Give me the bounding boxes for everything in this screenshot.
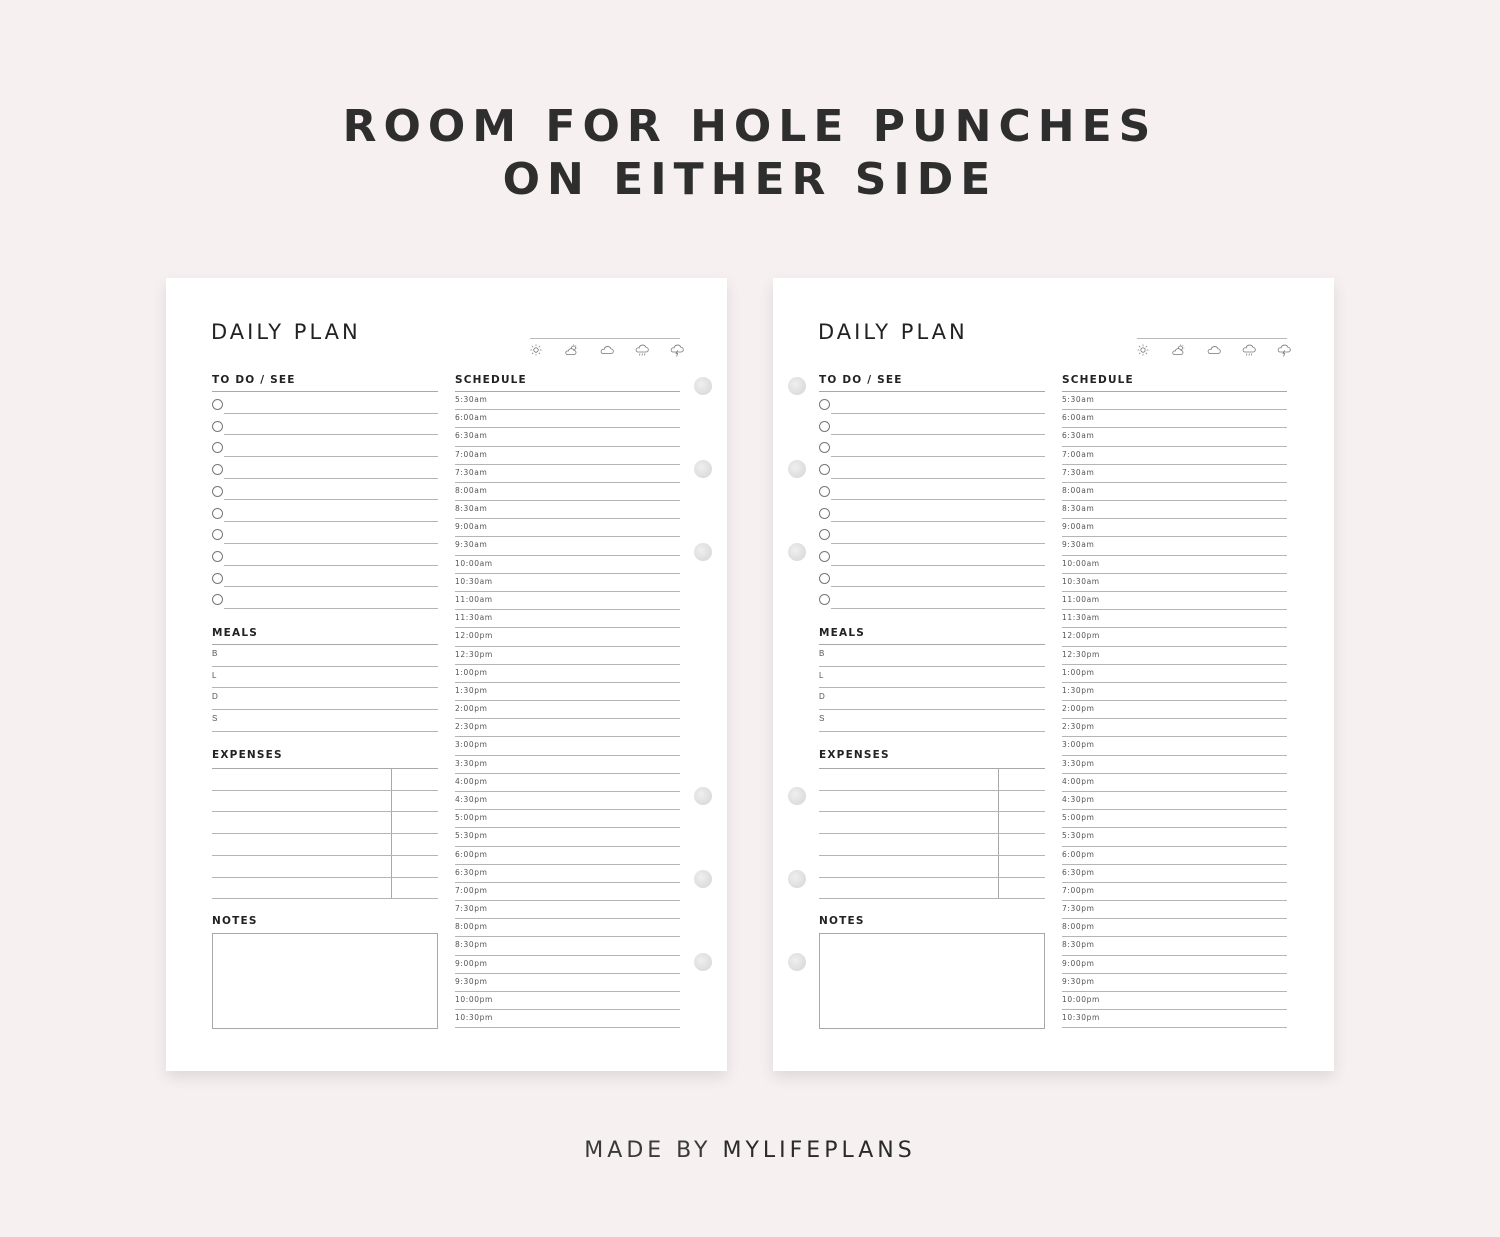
- todo-line[interactable]: [831, 479, 1045, 501]
- schedule-slot[interactable]: [455, 974, 680, 992]
- schedule-slot[interactable]: [455, 719, 680, 737]
- headline-line-2: ON EITHER SIDE: [502, 154, 998, 205]
- expense-line: [212, 877, 438, 878]
- meal-letter: D: [212, 692, 219, 702]
- schedule-time: 7:00am: [1062, 449, 1095, 459]
- schedule-slot[interactable]: [1062, 756, 1287, 774]
- todo-checkbox[interactable]: [212, 464, 223, 475]
- todo-checkbox[interactable]: [819, 486, 830, 497]
- schedule-slot[interactable]: [1062, 792, 1287, 810]
- schedule-time: 2:00pm: [455, 704, 488, 714]
- schedule-slot[interactable]: [1062, 919, 1287, 937]
- schedule-slot[interactable]: [1062, 774, 1287, 792]
- schedule-time: 7:30pm: [1062, 904, 1095, 914]
- todo-line[interactable]: [831, 414, 1045, 436]
- weather-row: [1137, 338, 1287, 357]
- schedule-slot[interactable]: [1062, 610, 1287, 628]
- schedule-time: 7:30pm: [455, 904, 488, 914]
- schedule-time: 6:00am: [455, 413, 488, 423]
- punch-hole: [694, 543, 712, 561]
- schedule-slot[interactable]: [455, 574, 680, 592]
- schedule-slot[interactable]: [455, 901, 680, 919]
- punch-hole: [694, 787, 712, 805]
- schedule-time: 9:30pm: [1062, 976, 1095, 986]
- todo-checkbox[interactable]: [819, 442, 830, 453]
- todo-checkbox[interactable]: [212, 421, 223, 432]
- schedule-time: 11:00am: [1062, 594, 1100, 604]
- schedule-time: 7:00pm: [1062, 885, 1095, 895]
- todo-line[interactable]: [831, 392, 1045, 414]
- schedule-time: 5:00pm: [1062, 813, 1095, 823]
- todo-checkbox[interactable]: [212, 399, 223, 410]
- notes-box[interactable]: [212, 933, 438, 1029]
- schedule-slot[interactable]: [1062, 883, 1287, 901]
- schedule-slot[interactable]: [455, 701, 680, 719]
- schedule-slot[interactable]: [455, 956, 680, 974]
- schedule-slot[interactable]: [1062, 865, 1287, 883]
- schedule-time: 7:00am: [455, 449, 488, 459]
- schedule-time: 6:30pm: [455, 867, 488, 877]
- todo-line[interactable]: [224, 392, 438, 414]
- schedule-slot[interactable]: [455, 737, 680, 755]
- schedule-time: 6:30am: [1062, 431, 1095, 441]
- punch-hole: [788, 543, 806, 561]
- schedule-slot[interactable]: [1062, 647, 1287, 665]
- todo-checkbox[interactable]: [819, 508, 830, 519]
- schedule-slot[interactable]: [455, 519, 680, 537]
- schedule-time: 7:00pm: [455, 885, 488, 895]
- meal-letter: D: [819, 692, 826, 702]
- schedule-time: 8:00am: [1062, 485, 1095, 495]
- todo-label: TO DO / SEE: [819, 374, 903, 386]
- schedule-slot[interactable]: [1062, 810, 1287, 828]
- todo-checkbox[interactable]: [819, 594, 830, 605]
- schedule-time: 11:30am: [1062, 613, 1100, 623]
- schedule-time: 8:00pm: [1062, 922, 1095, 932]
- schedule-time: 12:30pm: [1062, 649, 1100, 659]
- schedule-slot[interactable]: [455, 628, 680, 646]
- meal-row[interactable]: [212, 688, 438, 710]
- schedule-slot[interactable]: [455, 501, 680, 519]
- schedule-time: 4:00pm: [455, 776, 488, 786]
- todo-line[interactable]: [831, 501, 1045, 523]
- todo-line[interactable]: [831, 587, 1045, 609]
- meal-letter: S: [819, 714, 825, 724]
- todo-line[interactable]: [224, 587, 438, 609]
- meal-row[interactable]: [212, 645, 438, 667]
- schedule-slot[interactable]: [455, 610, 680, 628]
- schedule-time: 7:30am: [1062, 467, 1095, 477]
- footer-brand: MYLIFEPLANS: [722, 1138, 916, 1163]
- schedule-slot[interactable]: [1062, 937, 1287, 955]
- todo-checkbox[interactable]: [819, 551, 830, 562]
- schedule-time: 9:30pm: [455, 976, 488, 986]
- schedule-slot[interactable]: [1062, 501, 1287, 519]
- schedule-time: 9:30am: [455, 540, 488, 550]
- schedule-time: 10:00am: [455, 558, 493, 568]
- todo-line[interactable]: [831, 566, 1045, 588]
- schedule-time: 5:30am: [455, 395, 488, 404]
- expenses-table: [212, 768, 438, 898]
- schedule-time: 3:30pm: [1062, 758, 1095, 768]
- notes-label: NOTES: [819, 915, 865, 927]
- schedule-slot[interactable]: [455, 847, 680, 865]
- schedule-time: 5:30pm: [1062, 831, 1095, 841]
- schedule-slot[interactable]: [455, 665, 680, 683]
- schedule-time: 6:30pm: [1062, 867, 1095, 877]
- todo-checkbox[interactable]: [212, 594, 223, 605]
- meals-label: MEALS: [212, 627, 259, 639]
- schedule-label: SCHEDULE: [1062, 374, 1134, 386]
- schedule-time: 8:30am: [1062, 504, 1095, 514]
- schedule-slot[interactable]: [1062, 1010, 1287, 1028]
- schedule-time: 10:00am: [1062, 558, 1100, 568]
- meal-letter: B: [819, 649, 825, 658]
- schedule-slot[interactable]: [455, 810, 680, 828]
- page-title: DAILY PLAN: [211, 320, 361, 344]
- schedule-time: 6:00am: [1062, 413, 1095, 423]
- schedule-time: 8:30am: [455, 504, 488, 514]
- expense-line: [819, 833, 1045, 834]
- todo-line[interactable]: [831, 544, 1045, 566]
- schedule-slot[interactable]: [455, 865, 680, 883]
- expense-line: [212, 855, 438, 856]
- schedule-slot[interactable]: [1062, 956, 1287, 974]
- schedule-time: 2:30pm: [455, 722, 488, 732]
- schedule-slot[interactable]: [1062, 992, 1287, 1010]
- schedule-slot[interactable]: [1062, 465, 1287, 483]
- schedule-time: 10:00pm: [1062, 994, 1100, 1004]
- schedule-slot[interactable]: [455, 556, 680, 574]
- schedule-time: 8:00am: [455, 485, 488, 495]
- schedule-time: 8:30pm: [1062, 940, 1095, 950]
- schedule-time: 1:30pm: [1062, 685, 1095, 695]
- todo-line[interactable]: [224, 544, 438, 566]
- expense-line: [819, 811, 1045, 812]
- todo-checkbox[interactable]: [212, 508, 223, 519]
- schedule-time: 1:00pm: [455, 667, 488, 677]
- todo-checkbox[interactable]: [819, 464, 830, 475]
- todo-label: TO DO / SEE: [212, 374, 296, 386]
- expense-line: [212, 768, 438, 769]
- schedule-time: 12:00pm: [1062, 631, 1100, 641]
- schedule-time: 5:30pm: [455, 831, 488, 841]
- meal-letter: B: [212, 649, 218, 658]
- meal-letter: S: [212, 714, 218, 724]
- schedule-time: 6:00pm: [455, 849, 488, 859]
- headline-line-1: ROOM FOR HOLE PUNCHES: [342, 101, 1158, 152]
- todo-line[interactable]: [224, 435, 438, 457]
- todo-line[interactable]: [224, 457, 438, 479]
- schedule-time: 3:00pm: [1062, 740, 1095, 750]
- schedule-time: 9:00am: [455, 522, 488, 532]
- todo-checkbox[interactable]: [212, 551, 223, 562]
- todo-line[interactable]: [831, 457, 1045, 479]
- headline: [0, 100, 1500, 206]
- schedule-slot[interactable]: [455, 792, 680, 810]
- footer-prefix: MADE BY: [584, 1138, 712, 1163]
- schedule-slot[interactable]: [1062, 556, 1287, 574]
- notes-box[interactable]: [819, 933, 1045, 1029]
- todo-checkbox[interactable]: [819, 573, 830, 584]
- schedule-slot[interactable]: [1062, 847, 1287, 865]
- schedule-slot[interactable]: [1062, 737, 1287, 755]
- schedule-time: 9:30am: [1062, 540, 1095, 550]
- todo-checkbox[interactable]: [212, 486, 223, 497]
- punch-hole: [694, 953, 712, 971]
- punch-hole: [694, 377, 712, 395]
- schedule-slot[interactable]: [1062, 901, 1287, 919]
- schedule-time: 1:00pm: [1062, 667, 1095, 677]
- schedule-slot[interactable]: [1062, 447, 1287, 465]
- todo-line[interactable]: [831, 522, 1045, 544]
- todo-checkbox[interactable]: [819, 421, 830, 432]
- punch-hole: [788, 787, 806, 805]
- meal-row[interactable]: [819, 710, 1045, 732]
- schedule-time: 9:00am: [1062, 522, 1095, 532]
- meal-letter: L: [819, 670, 824, 680]
- expense-line: [819, 877, 1045, 878]
- schedule-time: 5:30am: [1062, 395, 1095, 404]
- schedule-slot[interactable]: [1062, 574, 1287, 592]
- schedule-slot[interactable]: [455, 883, 680, 901]
- schedule-slot[interactable]: [455, 647, 680, 665]
- schedule-slot[interactable]: [1062, 428, 1287, 446]
- punch-hole: [694, 460, 712, 478]
- schedule-slot[interactable]: [455, 447, 680, 465]
- schedule-slot[interactable]: [1062, 483, 1287, 501]
- meal-row[interactable]: [212, 667, 438, 689]
- schedule-time: 10:30pm: [455, 1013, 493, 1023]
- schedule-time: 11:00am: [455, 594, 493, 604]
- todo-checkbox[interactable]: [819, 399, 830, 410]
- schedule-slot[interactable]: [455, 683, 680, 701]
- schedule-time: 1:30pm: [455, 685, 488, 695]
- schedule-slot[interactable]: [1062, 628, 1287, 646]
- schedule-time: 10:30pm: [1062, 1013, 1100, 1023]
- schedule-slot[interactable]: [1062, 537, 1287, 555]
- schedule-time: 10:30am: [1062, 576, 1100, 586]
- schedule-time: 12:00pm: [455, 631, 493, 641]
- todo-line[interactable]: [224, 522, 438, 544]
- schedule-time: 2:00pm: [1062, 704, 1095, 714]
- schedule-slot[interactable]: [1062, 701, 1287, 719]
- todo-line[interactable]: [224, 414, 438, 436]
- schedule-time: 10:30am: [455, 576, 493, 586]
- schedule-slot[interactable]: [1062, 683, 1287, 701]
- todo-line[interactable]: [224, 501, 438, 523]
- schedule-time: 2:30pm: [1062, 722, 1095, 732]
- punch-hole: [788, 953, 806, 971]
- schedule-time: 9:00pm: [1062, 958, 1095, 968]
- schedule-slot[interactable]: [1062, 392, 1287, 410]
- expense-line: [819, 855, 1045, 856]
- schedule-slot[interactable]: [455, 465, 680, 483]
- weather-row: [530, 338, 680, 357]
- planner-page-left: [166, 278, 727, 1071]
- expense-line: [212, 898, 438, 899]
- todo-checkbox[interactable]: [212, 529, 223, 540]
- punch-hole: [788, 377, 806, 395]
- schedule-slot[interactable]: [455, 428, 680, 446]
- schedule-slot[interactable]: [455, 483, 680, 501]
- schedule-time: 4:30pm: [455, 794, 488, 804]
- punch-hole: [694, 870, 712, 888]
- expenses-table: [819, 768, 1045, 898]
- schedule-slot[interactable]: [1062, 519, 1287, 537]
- todo-line[interactable]: [224, 566, 438, 588]
- schedule-time: 6:00pm: [1062, 849, 1095, 859]
- planner-page-right: [773, 278, 1334, 1071]
- schedule-slot[interactable]: [455, 774, 680, 792]
- schedule-slot[interactable]: [1062, 665, 1287, 683]
- schedule-slot[interactable]: [455, 992, 680, 1010]
- expenses-label: EXPENSES: [819, 749, 890, 761]
- meal-row[interactable]: [212, 710, 438, 732]
- todo-checkbox[interactable]: [212, 573, 223, 584]
- schedule-slot[interactable]: [455, 592, 680, 610]
- expense-line: [819, 898, 1045, 899]
- schedule-time: 4:00pm: [1062, 776, 1095, 786]
- schedule-label: SCHEDULE: [455, 374, 527, 386]
- schedule-time: 5:00pm: [455, 813, 488, 823]
- schedule-slot[interactable]: [1062, 828, 1287, 846]
- schedule-time: 7:30am: [455, 467, 488, 477]
- todo-checkbox[interactable]: [212, 442, 223, 453]
- schedule-slot[interactable]: [1062, 592, 1287, 610]
- footer-credit: [0, 1138, 1500, 1163]
- schedule-time: 3:00pm: [455, 740, 488, 750]
- schedule-time: 6:30am: [455, 431, 488, 441]
- todo-checkbox[interactable]: [819, 529, 830, 540]
- expense-line: [212, 790, 438, 791]
- schedule-slot[interactable]: [455, 1010, 680, 1028]
- punch-hole: [788, 870, 806, 888]
- meal-letter: L: [212, 670, 217, 680]
- schedule-time: 10:00pm: [455, 994, 493, 1004]
- schedule-slot[interactable]: [455, 919, 680, 937]
- schedule-slot[interactable]: [455, 756, 680, 774]
- schedule-slot[interactable]: [455, 937, 680, 955]
- schedule-time: 3:30pm: [455, 758, 488, 768]
- meal-row[interactable]: [819, 667, 1045, 689]
- schedule-time: 11:30am: [455, 613, 493, 623]
- meal-row[interactable]: [819, 688, 1045, 710]
- schedule-slot[interactable]: [455, 828, 680, 846]
- punch-hole: [788, 460, 806, 478]
- todo-line[interactable]: [831, 435, 1045, 457]
- schedule-time: 4:30pm: [1062, 794, 1095, 804]
- expense-line: [212, 833, 438, 834]
- expense-line: [819, 768, 1045, 769]
- schedule-slot[interactable]: [455, 392, 680, 410]
- schedule-time: 8:30pm: [455, 940, 488, 950]
- schedule-time: 12:30pm: [455, 649, 493, 659]
- expense-line: [819, 790, 1045, 791]
- schedule-slot[interactable]: [455, 410, 680, 428]
- page-title: DAILY PLAN: [818, 320, 968, 344]
- expenses-label: EXPENSES: [212, 749, 283, 761]
- meals-label: MEALS: [819, 627, 866, 639]
- schedule-time: 9:00pm: [455, 958, 488, 968]
- schedule-slot[interactable]: [1062, 410, 1287, 428]
- meal-row[interactable]: [819, 645, 1045, 667]
- schedule-slot[interactable]: [1062, 974, 1287, 992]
- schedule-slot[interactable]: [455, 537, 680, 555]
- schedule-slot[interactable]: [1062, 719, 1287, 737]
- expense-line: [212, 811, 438, 812]
- notes-label: NOTES: [212, 915, 258, 927]
- todo-line[interactable]: [224, 479, 438, 501]
- schedule-time: 8:00pm: [455, 922, 488, 932]
